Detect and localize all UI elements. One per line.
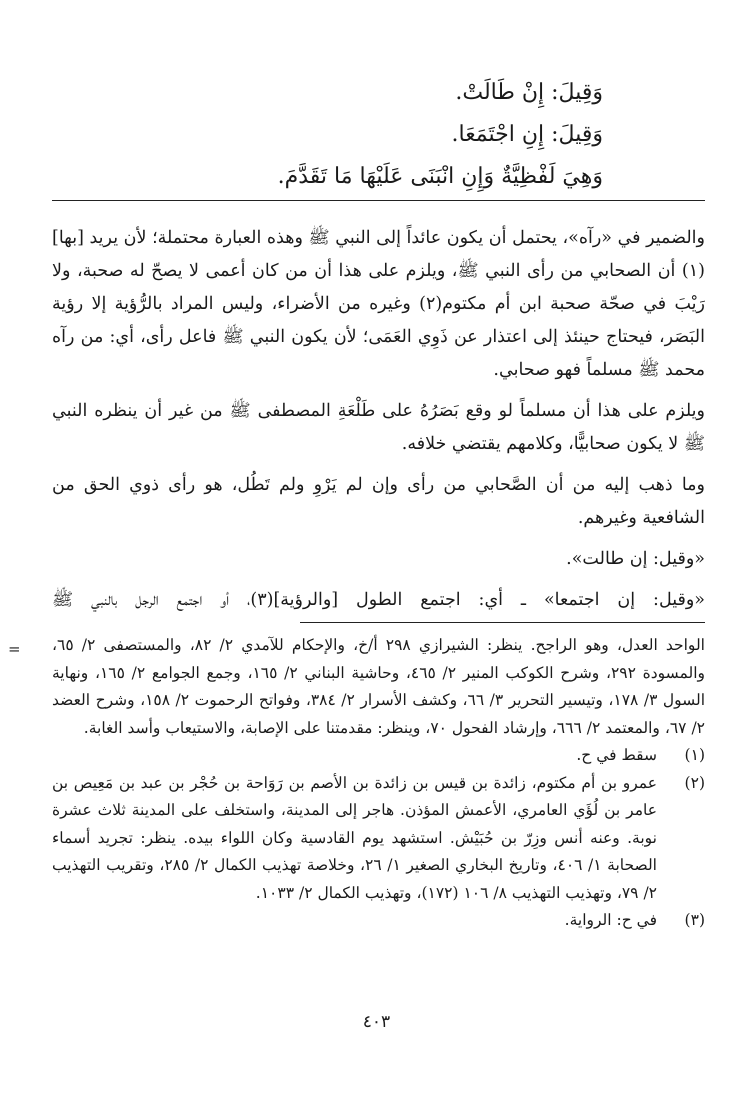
footnote-text: سقط في ح.: [576, 746, 657, 764]
paragraph: ويلزم على هذا أن مسلماً لو وقع بَصَرُهُ على طَلْعَةِ المصطفى ﷺ من غير أن ينظره النبي ﷺ لا يكون صحابيًّا، وكلامهم يقتضي خلافه.: [52, 401, 705, 454]
verse-line: وَقِيلَ: إِنْ طَالَتْ.: [455, 80, 603, 105]
footnote-text: عمرو بن أم مكتوم، زائدة بن قيس بن زائدة بن الأصم بن رَوَاحة بن حُجْر بن عبد بن مَعِيص بن عامر بن لُؤَي العامري، الأعمش المؤذن. هاجر إلى المدينة، واستخلف على المدينة ثلاث عشرة نوبة. وعنه أنس وزِرّ بن حُبَيْش. استشهد يوم القادسية وكان اللواء بيده. ينظر: تجريد أسماء الصحابة ١/ ٤٠٦، وتاريخ البخاري الصغير ١/ ٢٦، وخلاصة تهذيب الكمال ٢/ ٢٨٥، وتقريب التهذيب ٢/ ٧٩، وتهذيب التهذيب ٨/ ١٠٦ (١٧٢)، وتهذيب الكمال ٢/ ١٠٣٣.: [52, 773, 657, 902]
page-number: ٤٠٣: [362, 1012, 391, 1032]
verse-line: وَقِيلَ: إِنِ اجْتَمَعَا.: [451, 122, 603, 147]
footnote-number: (٣): [684, 911, 705, 929]
paragraph: والضمير في «رآه»، يحتمل أن يكون عائداً إلى النبي ﷺ وهذه العبارة محتملة؛ لأن يريد [بها](١) أن الصحابي من رأى النبي ﷺ، ويلزم على هذا أن من كان أعمى لا يصحّ له صحبة، ولا رَيْبَ في صحّة صحبة ابن أم مكتوم(٢) وغيره من الأضراء، وليس المراد بالرُّؤية إلا رؤية البَصَر، فيحتاج حينئذ إلى اعتذار عن ذَوِي العَمَى؛ لأن يكون النبي ﷺ فاعل رأى، أي: من رآه محمد ﷺ مسلماً فهو صحابي.: [52, 228, 705, 380]
paragraph: وما ذهب إليه من أن الصَّحابي من رأى وإن لم يَرْوِ ولم تَطُل، هو رأى ذوي الحق من الشافعية وغيرهم.: [52, 475, 705, 528]
footnote-divider: [300, 622, 705, 623]
footnote: [52, 907, 705, 935]
paragraph: «وقيل: إن طالت».: [566, 549, 705, 569]
footnote-number: (١): [684, 746, 705, 764]
footnote-number: (٢): [684, 773, 705, 792]
footnote: [52, 770, 705, 908]
footnote: [52, 742, 705, 770]
verse-block: [183, 72, 603, 198]
footnote-text: الواحد العدل، وهو الراجح. ينظر: الشيرازي ٢٩٨ أ/خ، والإحكام للآمدي ٢/ ٨٢، والمستصفى ٢/ ٦٥، والمسودة ٢٩٢، وشرح الكوكب المنير ٢/ ٤٦٥، وحاشية البناني ٢/ ١٦٥، وجمع الجوامع ٢/ ١٦٥، ونهاية السول ٣/ ١٧٨، وتيسير التحرير ٣/ ٦٦، وكشف الأسرار ٢/ ٣٨٤، وفواتح الرحموت ٢/ ١٥٨، وشرح العضد ٢/ ٦٧، والمعتمد ٢/ ٦٦٦، وإرشاد الفحول ٧٠، وينظر: مقدمتنا على الإصابة، والاستيعاب وأسد الغابة.: [52, 636, 706, 737]
footnote: [52, 632, 705, 742]
verse-divider: [52, 200, 705, 201]
verse-line: وَهِيَ لَفْظِيَّةٌ وَإِنِ انْبَنَى عَلَيْهَا مَا تَقَدَّمَ.: [277, 164, 603, 189]
paragraph: «وقيل: إن اجتمعا» ـ أي: اجتمع الطول [والرؤية](٣)، أو اجتمع الرجل بالنبي ﷺ: [52, 590, 706, 610]
footnote-text: في ح: الرواية.: [564, 911, 657, 929]
commentary-body: [52, 222, 705, 617]
footnote-continuation-mark: =: [8, 640, 21, 658]
footnotes: [52, 632, 705, 935]
